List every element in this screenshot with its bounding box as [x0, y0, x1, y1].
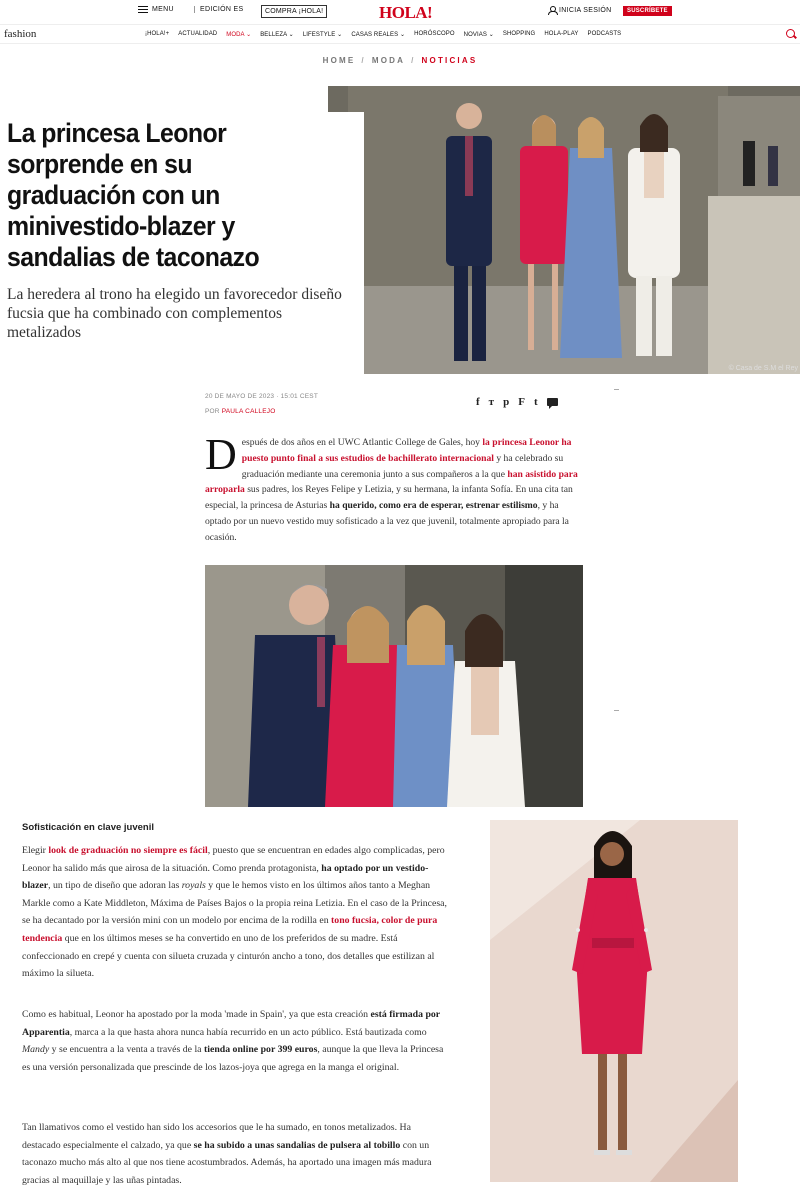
drop-cap: D: [205, 430, 237, 479]
subscribe-button[interactable]: SUSCRÍBETE: [623, 6, 672, 16]
text: Como es habitual, Leonor ha apostado por la moda 'made in Spain', ya que esta creación: [22, 1009, 371, 1020]
breadcrumb-separator: /: [361, 56, 366, 65]
product-photo: [490, 820, 738, 1182]
hero-photo: [328, 86, 800, 374]
nav-list: [145, 31, 630, 38]
buy-magazine-button[interactable]: COMPRA ¡HOLA!: [261, 5, 327, 18]
link-family[interactable]: han asistido para arroparla: [205, 468, 578, 496]
paragraph-2: [22, 1006, 450, 1076]
hero-illustration: [328, 86, 800, 374]
text: Tan llamativos como el vestido han sido los accesorios que le ha sumado, en tonos metalizados. Ha destacado especialmente el calzado, ya que: [22, 1122, 411, 1151]
section-brand[interactable]: fashion: [4, 28, 37, 40]
top-bar: [0, 0, 800, 24]
bold-text: ha querido, como era de esperar, estrenar estilismo: [329, 500, 538, 512]
text: sus padres, los Reyes Felipe y Letizia, y su hermana, la infanta Sofía. En una cita tan especial, la princesa de Asturias: [205, 484, 573, 512]
italic-text: Mandy: [22, 1044, 50, 1056]
nav-item[interactable]: MODA ⌄: [226, 32, 252, 38]
article-headline: La princesa Leonor sorprende en su graduación con un minivestido-blazer y sandalias de taconazo: [7, 118, 260, 272]
search-icon[interactable]: [786, 29, 795, 38]
paragraph-1: [22, 842, 450, 983]
bold-text: tienda online por 399 euros: [203, 1044, 318, 1056]
article-intro: [205, 430, 583, 546]
bold-text: se ha subido a unas sandalias de pulsera al tobillo: [193, 1139, 401, 1151]
menu-button[interactable]: [138, 6, 174, 13]
tumblr-icon[interactable]: t: [533, 396, 538, 408]
text: espués de dos años en el UWC Atlantic College de Gales, hoy: [241, 437, 483, 448]
nav-item[interactable]: ACTUALIDAD: [178, 31, 218, 37]
text: con un taconazo mucho más alto al que nos tiene acostumbrados. Además, ha aportado una imagen más madura gracias al maquillaje y las uñas pintadas.: [22, 1139, 432, 1186]
text: , puesto que se encuentran en edades algo complicadas, pero Leonor ha salido más que airosa de la situación. Como prenda protagonista,: [22, 845, 445, 874]
comment-icon[interactable]: [547, 398, 558, 406]
twitter-icon[interactable]: ᴛ: [488, 396, 495, 408]
user-icon: [548, 6, 556, 14]
menu-label: MENU: [152, 6, 174, 13]
author-link[interactable]: PAULA CALLEJO: [221, 408, 276, 415]
breadcrumb-separator: /: [411, 56, 416, 65]
link-graduation-look[interactable]: look de graduación no siempre es fácil: [48, 845, 208, 856]
text: , un tipo de diseño que adoran las: [48, 880, 182, 892]
share-bar: [476, 396, 558, 408]
text: , y ha optado por un nuevo vestido muy sofisticado a la vez que juvenil, totalmente apropiado para la ocasión.: [205, 500, 569, 543]
paragraph-3: [22, 1119, 450, 1189]
nav-item[interactable]: CASAS REALES ⌄: [351, 32, 406, 38]
facebook-icon[interactable]: f: [476, 396, 480, 408]
breadcrumb-home[interactable]: HOME: [322, 56, 356, 65]
login-label: INICIA SESIÓN: [559, 6, 612, 14]
site-logo[interactable]: HOLA!: [379, 3, 433, 22]
breadcrumb-current[interactable]: NOTICIAS: [421, 56, 478, 65]
text: que en los últimos meses se ha convertido en uno de los preferidos de su madre. Está confeccionado en crepé y cuenta con silueta cruzada y cinturón ancho a tono, dos detalles que estilizan al máximo la silueta.: [22, 932, 435, 980]
text: y ha celebrado su graduación mediante una ceremonia junto a sus compañeros a la que: [241, 452, 564, 480]
nav-item[interactable]: BELLEZA ⌄: [260, 32, 294, 38]
text: y que le hemos visto en los últimos años tanto a Meghan Markle como a Kate Middleton, Máxima de Países Bajos o la propia reina Letizia. En el caso de la Princesa, se ha decantado por la versión mini con un modelo por encima de la rodilla en: [22, 880, 447, 927]
hamburger-icon: [138, 6, 148, 13]
text: Elegir: [22, 845, 49, 856]
italic-text: royals: [181, 880, 206, 892]
nav-item[interactable]: NOVIAS ⌄: [463, 32, 494, 38]
text: y se encuentra a la venta a través de la: [49, 1044, 204, 1056]
edition-selector[interactable]: EDICIÓN ES: [194, 6, 243, 13]
divider: [614, 710, 619, 711]
family-illustration: [205, 565, 583, 807]
nav-item[interactable]: LIFESTYLE ⌄: [302, 32, 343, 38]
text: , marca a la que hasta ahora nunca había recurrido en un acto público. Está bautizada como: [69, 1026, 427, 1038]
flipboard-icon[interactable]: F: [518, 396, 525, 408]
byline-label: POR: [205, 408, 220, 415]
bold-text: está firmada por Apparentia: [22, 1009, 440, 1038]
product-illustration: [490, 820, 738, 1182]
section-title: Sofisticación en clave juvenil: [22, 822, 154, 833]
bold-text: ha optado por un vestido-blazer: [22, 862, 429, 892]
publish-date: 20 DE MAYO DE 2023 · 15:01 CEST: [205, 393, 319, 400]
nav-item[interactable]: ¡HOLA!+: [145, 31, 170, 37]
nav-item[interactable]: HORÓSCOPO: [414, 31, 455, 37]
pinterest-icon[interactable]: p: [503, 396, 510, 408]
nav-item[interactable]: SHOPPING: [502, 31, 536, 37]
nav-item[interactable]: PODCASTS: [587, 31, 622, 37]
hero-credit: © Casa de S.M el Rey: [728, 365, 798, 372]
login-link[interactable]: [548, 6, 612, 14]
breadcrumb: [0, 56, 800, 65]
divider: [614, 389, 619, 390]
text: , aunque la que lleva la Princesa es una versión personalizada que prescinde de los lazos-joya que agrega en la manga el original.: [22, 1044, 444, 1073]
link-fuchsia[interactable]: tono fucsia, color de pura tendencia: [22, 915, 438, 944]
family-photo: [205, 565, 583, 807]
nav-item[interactable]: HOLA-PLAY: [544, 31, 579, 37]
article-subheadline: La heredera al trono ha elegido un favorecedor diseño fucsia que ha combinado con complementos metalizados: [7, 286, 342, 341]
breadcrumb-section[interactable]: MODA: [371, 56, 406, 65]
byline: [205, 408, 275, 415]
link-graduation[interactable]: la princesa Leonor ha puesto punto final a sus estudios de bachillerato internacional: [241, 437, 572, 464]
main-nav: [0, 24, 800, 44]
